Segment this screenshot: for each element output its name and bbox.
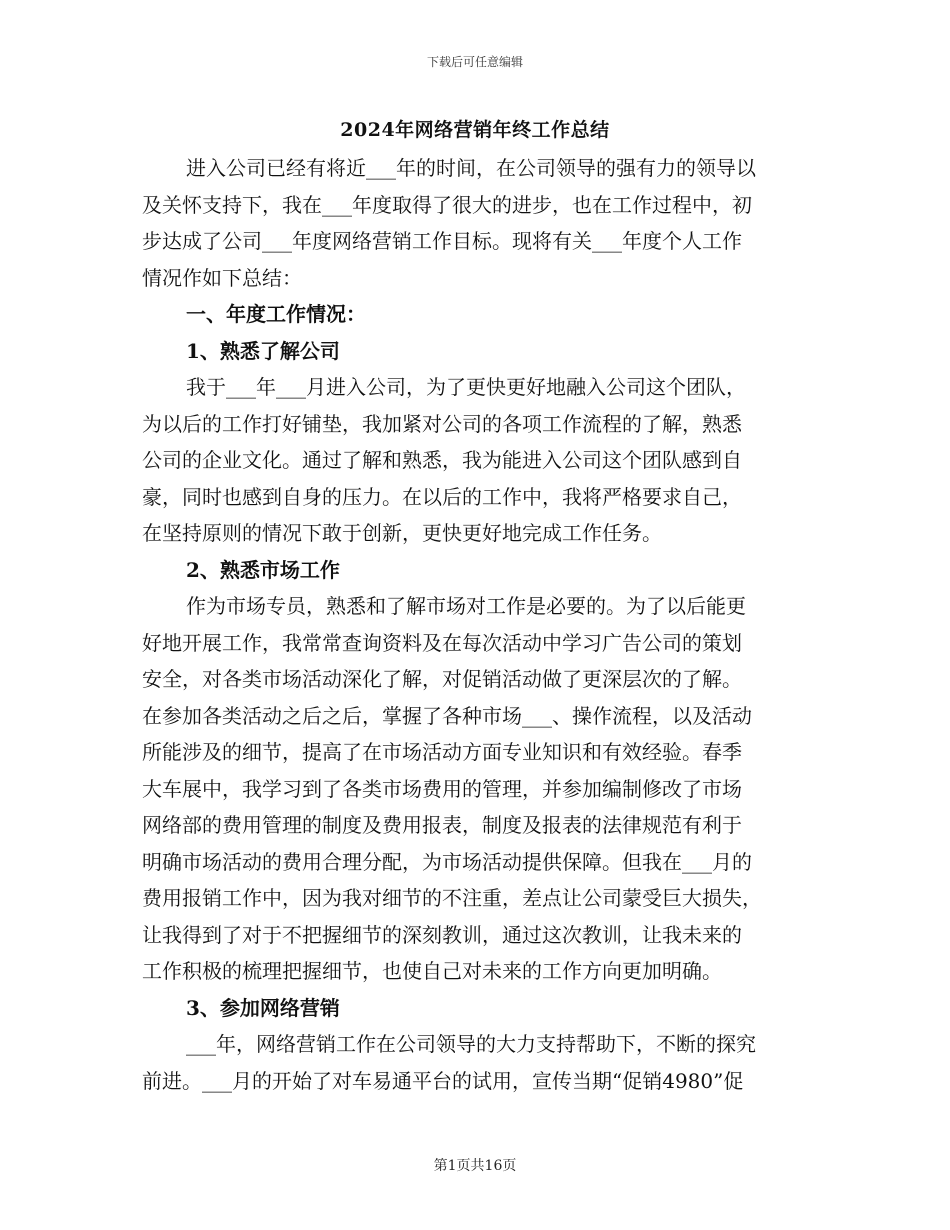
document-title: 2024年网络营销年终工作总结 <box>340 119 610 141</box>
paragraph-line: 让我得到了对于不把握细节的深刻教训，通过这次教训，让我未来的 <box>142 922 742 947</box>
page-number-footer: 第1页共16页 <box>433 1158 517 1174</box>
header-note: 下载后可任意编辑 <box>426 55 523 69</box>
paragraph-line: 情况作如下总结： <box>142 265 302 290</box>
paragraph-line: 我于___年___月进入公司，为了更快更好地融入公司这个团队， <box>186 375 746 399</box>
subsection-heading: 2、熟悉市场工作 <box>186 557 340 582</box>
paragraph-line: 进入公司已经有将近___年的时间，在公司领导的强有力的领导以 <box>186 156 756 180</box>
paragraph-line: 网络部的费用管理的制度及费用报表，制度及报表的法律规范有利于 <box>142 813 742 837</box>
paragraph-line: 在参加各类活动之后之后，掌握了各种市场___、操作流程，以及活动 <box>142 703 752 728</box>
document-body <box>142 150 806 1099</box>
subsection-heading: 3、参加网络营销 <box>186 995 340 1020</box>
paragraph-line: 工作积极的梳理把握细节，也使自己对未来的工作方向更加明确。 <box>142 959 722 983</box>
paragraph-line: 步达成了公司___年度网络营销工作目标。现将有关___年度个人工作 <box>142 229 742 253</box>
section-heading: 一、年度工作情况： <box>186 302 366 326</box>
paragraph-line: 明确市场活动的费用合理分配，为市场活动提供保障。但我在___月的 <box>142 849 752 874</box>
paragraph-line: 为以后的工作打好铺垫，我加紧对公司的各项工作流程的了解，熟悉 <box>142 411 742 436</box>
paragraph-line: 费用报销工作中，因为我对细节的不注重，差点让公司蒙受巨大损失， <box>142 886 762 910</box>
paragraph-line: 及关怀支持下，我在___年度取得了很大的进步，也在工作过程中，初 <box>142 192 752 217</box>
paragraph-line: 所能涉及的细节，提高了在市场活动方面专业知识和有效经验。春季 <box>142 740 742 764</box>
paragraph-line: 大车展中，我学习到了各类市场费用的管理，并参加编制修改了市场 <box>142 776 742 801</box>
paragraph-line: 好地开展工作，我常常查询资料及在每次活动中学习广告公司的策划 <box>142 630 742 655</box>
paragraph-line: 豪，同时也感到自身的压力。在以后的工作中，我将严格要求自己， <box>142 484 742 509</box>
paragraph-line: 公司的企业文化。通过了解和熟悉，我为能进入公司这个团队感到自 <box>142 448 742 472</box>
paragraph-line: ___年，网络营销工作在公司领导的大力支持帮助下，不断的探究 <box>186 1032 756 1056</box>
paragraph-line: 安全，对各类市场活动深化了解，对促销活动做了更深层次的了解。 <box>142 667 742 691</box>
subsection-heading: 1、熟悉了解公司 <box>186 338 340 363</box>
paragraph-line: 作为市场专员，熟悉和了解市场对工作是必要的。为了以后能更 <box>186 594 746 618</box>
paragraph-line: 在坚持原则的情况下敢于创新，更快更好地完成工作任务。 <box>142 521 662 545</box>
paragraph-line: 前进。___月的开始了对车易通平台的试用，宣传当期“促销4980”促 <box>142 1068 744 1093</box>
